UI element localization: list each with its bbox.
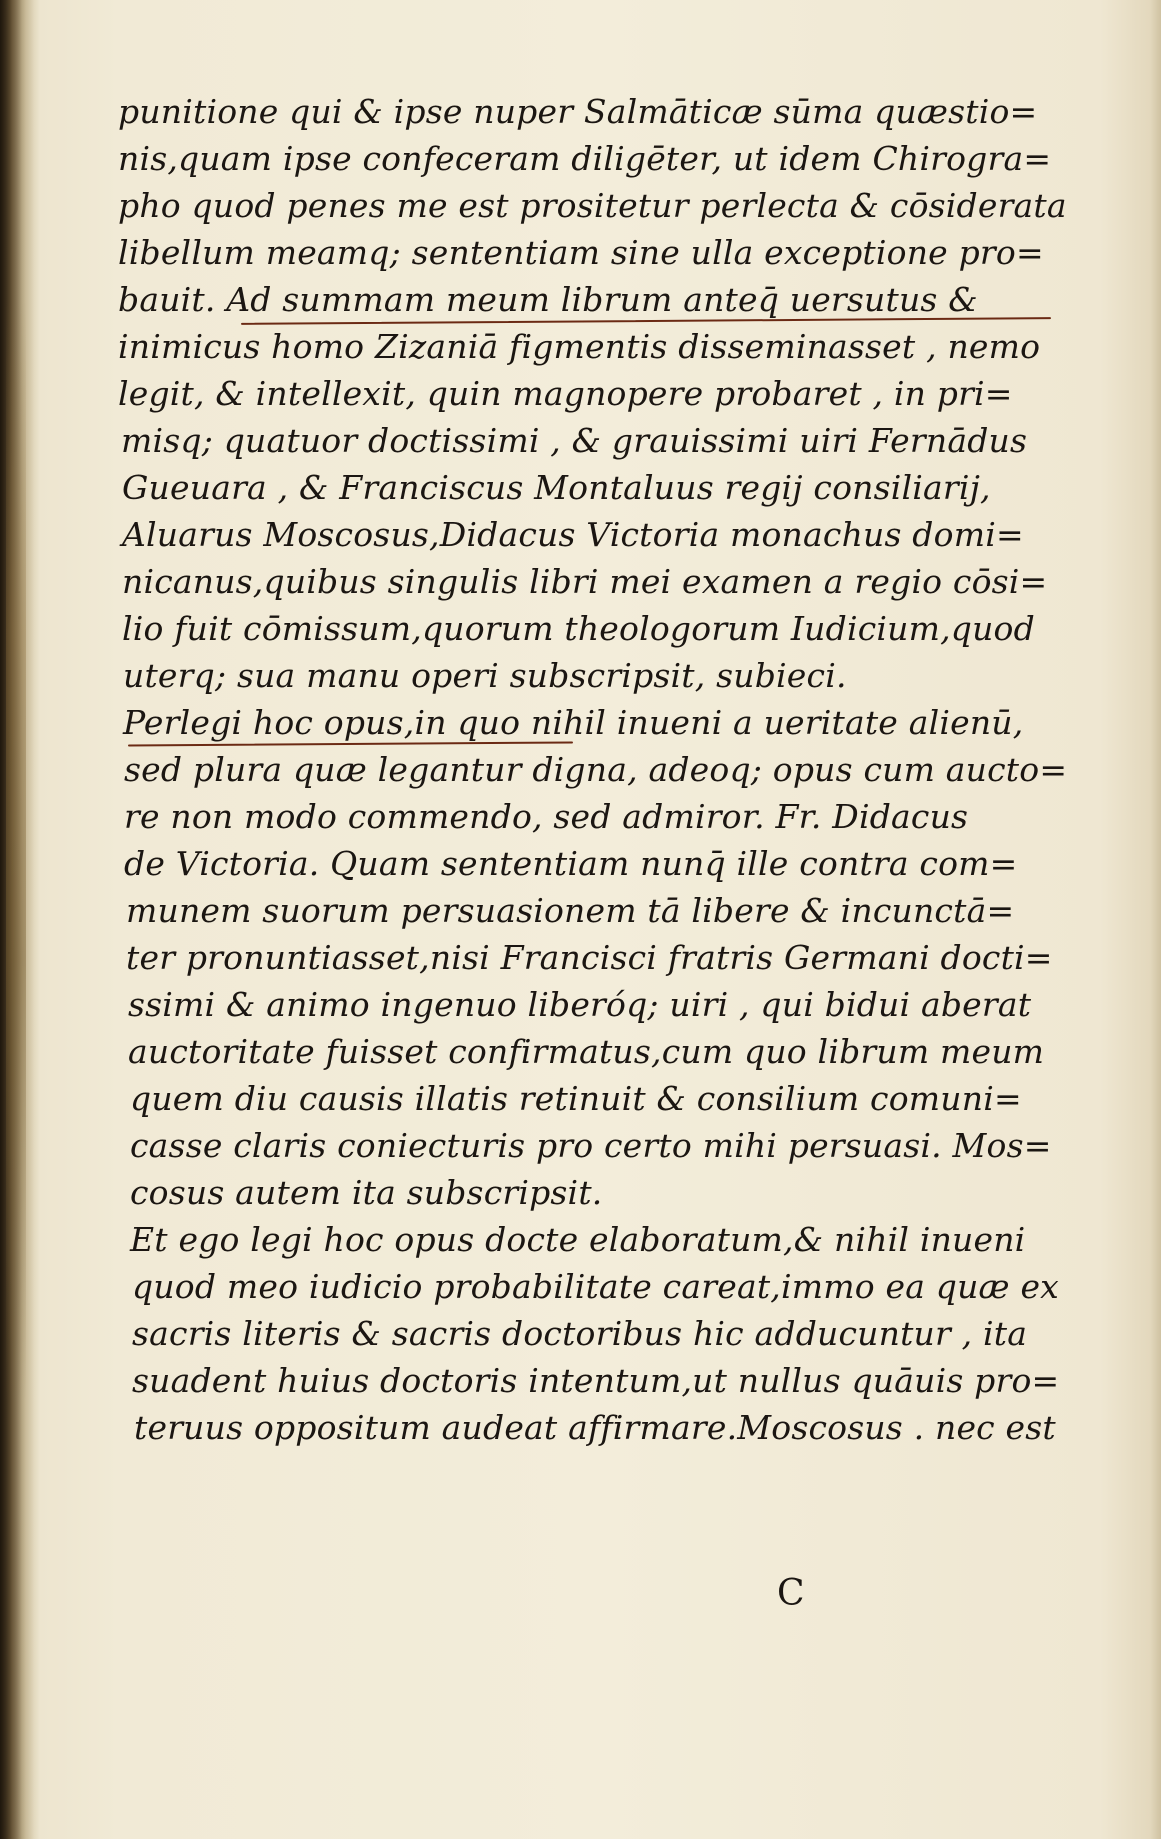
text-line: misq; quatuor doctissimi , & grauissimi uiri Fernādus bbox=[121, 421, 1028, 460]
text-line: suadent huius doctoris intentum,ut nullus quāuis pro= bbox=[132, 1361, 1060, 1400]
text-line: cosus autem ita subscripsit. bbox=[130, 1173, 603, 1212]
text-line: legit, & intellexit, quin magnopere probaret , in pri= bbox=[118, 374, 1013, 413]
text-line: punitione qui & ipse nuper Salmāticæ sūma quæstio= bbox=[118, 92, 1038, 131]
text-line: auctoritate fuisset confirmatus,cum quo librum meum bbox=[128, 1032, 1045, 1071]
text-line: munem suorum persuasionem tā libere & incunctā= bbox=[126, 891, 1015, 930]
text-line: Et ego legi hoc opus docte elaboratum,& nihil inueni bbox=[130, 1220, 1026, 1259]
text-line: sacris literis & sacris doctoribus hic adducuntur , ita bbox=[132, 1314, 1028, 1353]
page-stain bbox=[6, 300, 26, 1400]
text-line: Aluarus Moscosus,Didacus Victoria monachus domi= bbox=[122, 515, 1024, 554]
text-line: Perlegi hoc opus,in quo nihil inueni a ueritate alienū, bbox=[123, 703, 1024, 742]
text-line: pho quod penes me est prositetur perlecta & cōsiderata bbox=[118, 186, 1067, 225]
text-line: ter pronuntiasset,nisi Francisci fratris Germani docti= bbox=[126, 938, 1053, 977]
text-line: uterq; sua manu operi subscripsit, subieci. bbox=[123, 656, 847, 695]
text-line: casse claris coniecturis pro certo mihi persuasi. Mos= bbox=[130, 1126, 1052, 1165]
text-line: nicanus,quibus singulis libri mei examen a regio cōsi= bbox=[122, 562, 1048, 601]
text-line: ssimi & animo ingenuo liberóq; uiri , qui bidui aberat bbox=[128, 985, 1032, 1024]
text-line: libellum meamq; sententiam sine ulla exceptione pro= bbox=[118, 233, 1044, 272]
text-line: teruus oppositum audeat affirmare.Moscosus . nec est bbox=[134, 1408, 1056, 1447]
text-line: inimicus homo Zizaniā figmentis disseminasset , nemo bbox=[118, 327, 1041, 366]
text-line: nis,quam ipse confeceram diligēter, ut idem Chirogra= bbox=[118, 139, 1052, 178]
text-line: lio fuit cōmissum,quorum theologorum Iudicium,quod bbox=[122, 609, 1035, 648]
text-line: quod meo iudicio probabilitate careat,immo ea quæ ex bbox=[132, 1267, 1059, 1306]
text-line: de Victoria. Quam sententiam nunq̄ ille contra com= bbox=[124, 844, 1018, 883]
text-line: Gueuara , & Franciscus Montaluus regij consiliarij, bbox=[122, 468, 991, 507]
signature-mark: C bbox=[777, 1573, 805, 1614]
text-line: quem diu causis illatis retinuit & consilium comuni= bbox=[130, 1079, 1022, 1118]
text-line: sed plura quæ legantur digna, adeoq; opus cum aucto= bbox=[124, 750, 1068, 789]
text-line: re non modo commendo, sed admiror. Fr. Didacus bbox=[124, 797, 969, 836]
text-line: bauit. Ad summam meum librum anteq̄ uersutus & bbox=[118, 280, 978, 319]
